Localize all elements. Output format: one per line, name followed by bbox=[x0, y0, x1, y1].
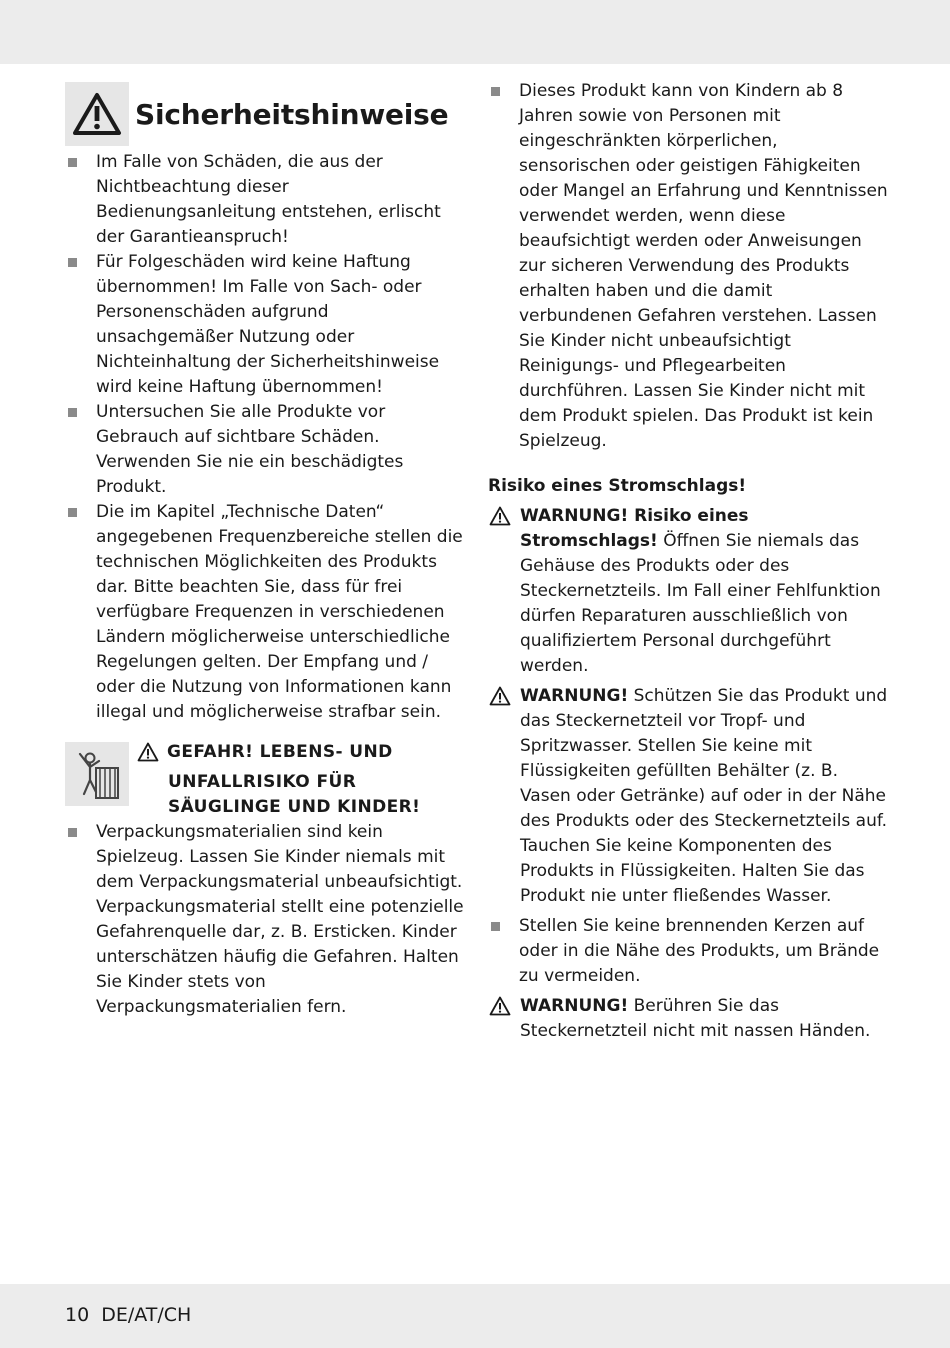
bullet-square-icon bbox=[68, 508, 77, 517]
danger-title-line3: SÄUGLINGE UND KINDER! bbox=[168, 797, 421, 817]
page-footer bbox=[65, 1304, 191, 1326]
region-code: DE/AT/CH bbox=[101, 1304, 192, 1326]
bullet-text: Für Folgeschäden wird keine Haftung übernommen! Im Falle von Sach- oder Personenschäden aufgrund unsachgemäßer Nutzung oder Nichteinhaltung der Sicherheitshinweise wird keine Haftung übernommen! bbox=[96, 252, 440, 397]
bullet-square-icon bbox=[68, 828, 77, 837]
warning-label: WARNUNG! bbox=[520, 996, 629, 1016]
left-column bbox=[65, 82, 465, 1020]
warning-triangle-icon bbox=[489, 996, 511, 1024]
bullet-text: Im Falle von Schäden, die aus der Nichtbeachtung dieser Bedienungsanleitung entstehen, erlischt der Garantieanspruch! bbox=[96, 152, 441, 247]
danger-title-line1: GEFAHR! LEBENS- UND bbox=[167, 742, 393, 762]
danger-title-line2: UNFALLRISIKO FÜR bbox=[168, 772, 357, 792]
list-item bbox=[65, 250, 465, 400]
child-climbing-icon bbox=[65, 742, 129, 806]
warning-triangle-icon bbox=[489, 686, 511, 714]
danger-notice bbox=[65, 740, 465, 820]
warning-text: Schützen Sie das Produkt und das Steckernetzteil vor Tropf- und Spritzwasser. Stellen Sie keine mit Flüssigkeiten gefüllten Behälter (z. B. Vasen oder Getränke) auf oder in der Nähe des Produkts oder des Steckernetzteils auf. Tauchen Sie keine Komponenten des Produkts in Flüssigkeiten. Halten Sie das Produkt nie unter fließendes Wasser. bbox=[520, 686, 888, 906]
bullet-square-icon bbox=[491, 922, 500, 931]
warning-item bbox=[488, 684, 888, 909]
bullet-text: Verpackungsmaterialien sind kein Spielzeug. Lassen Sie Kinder niemals mit dem Verpackungsmaterial unbeaufsichtigt. Verpackungsmaterial stellt eine potenzielle Gefahrenquelle dar, z. B. Ersticken. Kinder unterschätzen häufig die Gefahren. Halten Sie Kinder stets von Verpackungsmaterialien fern. bbox=[96, 822, 464, 1017]
header-band bbox=[0, 0, 950, 64]
warning-text: Berühren Sie das Steckernetzteil nicht mit nassen Händen. bbox=[520, 996, 871, 1041]
warning-triangle-icon bbox=[137, 742, 159, 770]
warning-triangle-icon bbox=[65, 82, 129, 146]
bullet-text: Stellen Sie keine brennenden Kerzen auf oder in die Nähe des Produkts, um Brände zu vermeiden. bbox=[519, 916, 880, 986]
list-item bbox=[65, 400, 465, 500]
list-item bbox=[488, 79, 888, 454]
right-column bbox=[488, 79, 888, 1049]
bullet-text: Untersuchen Sie alle Produkte vor Gebrauch auf sichtbare Schäden. Verwenden Sie nie ein beschädigtes Produkt. bbox=[96, 402, 404, 497]
bullet-text: Dieses Produkt kann von Kindern ab 8 Jahren sowie von Personen mit eingeschränkten körperlichen, sensorischen oder geistigen Fähigkeiten oder Mangel an Erfahrung und Kenntnissen verwendet werden, wenn diese beaufsichtigt werden oder Anweisungen zur sicheren Verwendung des Produkts erhalten haben und die damit verbundenen Gefahren verstehen. Lassen Sie Kinder nicht unbeaufsichtigt Reinigungs- und Pflegearbeiten durchführen. Lassen Sie Kinder nicht mit dem Produkt spielen. Das Produkt ist kein Spielzeug. bbox=[519, 81, 888, 451]
warning-item bbox=[488, 504, 888, 679]
list-item bbox=[488, 914, 888, 989]
bullet-square-icon bbox=[491, 87, 500, 96]
warning-label: WARNUNG! Risiko eines Stromschlags! bbox=[520, 506, 749, 551]
list-item bbox=[65, 500, 465, 725]
warning-triangle-icon bbox=[489, 506, 511, 534]
warning-label: WARNUNG! bbox=[520, 686, 629, 706]
list-item bbox=[65, 150, 465, 250]
page-title: Sicherheitshinweise bbox=[135, 97, 449, 131]
list-item bbox=[65, 820, 465, 1020]
bullet-square-icon bbox=[68, 258, 77, 267]
section-subheading: Risiko eines Stromschlags! bbox=[488, 476, 747, 496]
warning-item bbox=[488, 994, 888, 1044]
page-number: 10 bbox=[65, 1304, 90, 1326]
section-heading bbox=[65, 82, 465, 146]
warning-text: Öffnen Sie niemals das Gehäuse des Produkts oder des Steckernetzteils. Im Fall einer Fehlfunktion dürfen Reparaturen ausschließlich von qualifiziertem Personal durchgeführt werden. bbox=[520, 531, 881, 676]
bullet-text: Die im Kapitel „Technische Daten“ angegebenen Frequenzbereiche stellen die technischen Möglichkeiten des Produkts dar. Bitte beachten Sie, dass für frei verfügbare Frequenzen in verschiedenen Ländern möglicherweise unterschiedliche Regelungen gelten. Der Empfang und / oder die Nutzung von Informationen kann illegal und möglicherweise strafbar sein. bbox=[96, 502, 463, 722]
bullet-square-icon bbox=[68, 158, 77, 167]
bullet-square-icon bbox=[68, 408, 77, 417]
